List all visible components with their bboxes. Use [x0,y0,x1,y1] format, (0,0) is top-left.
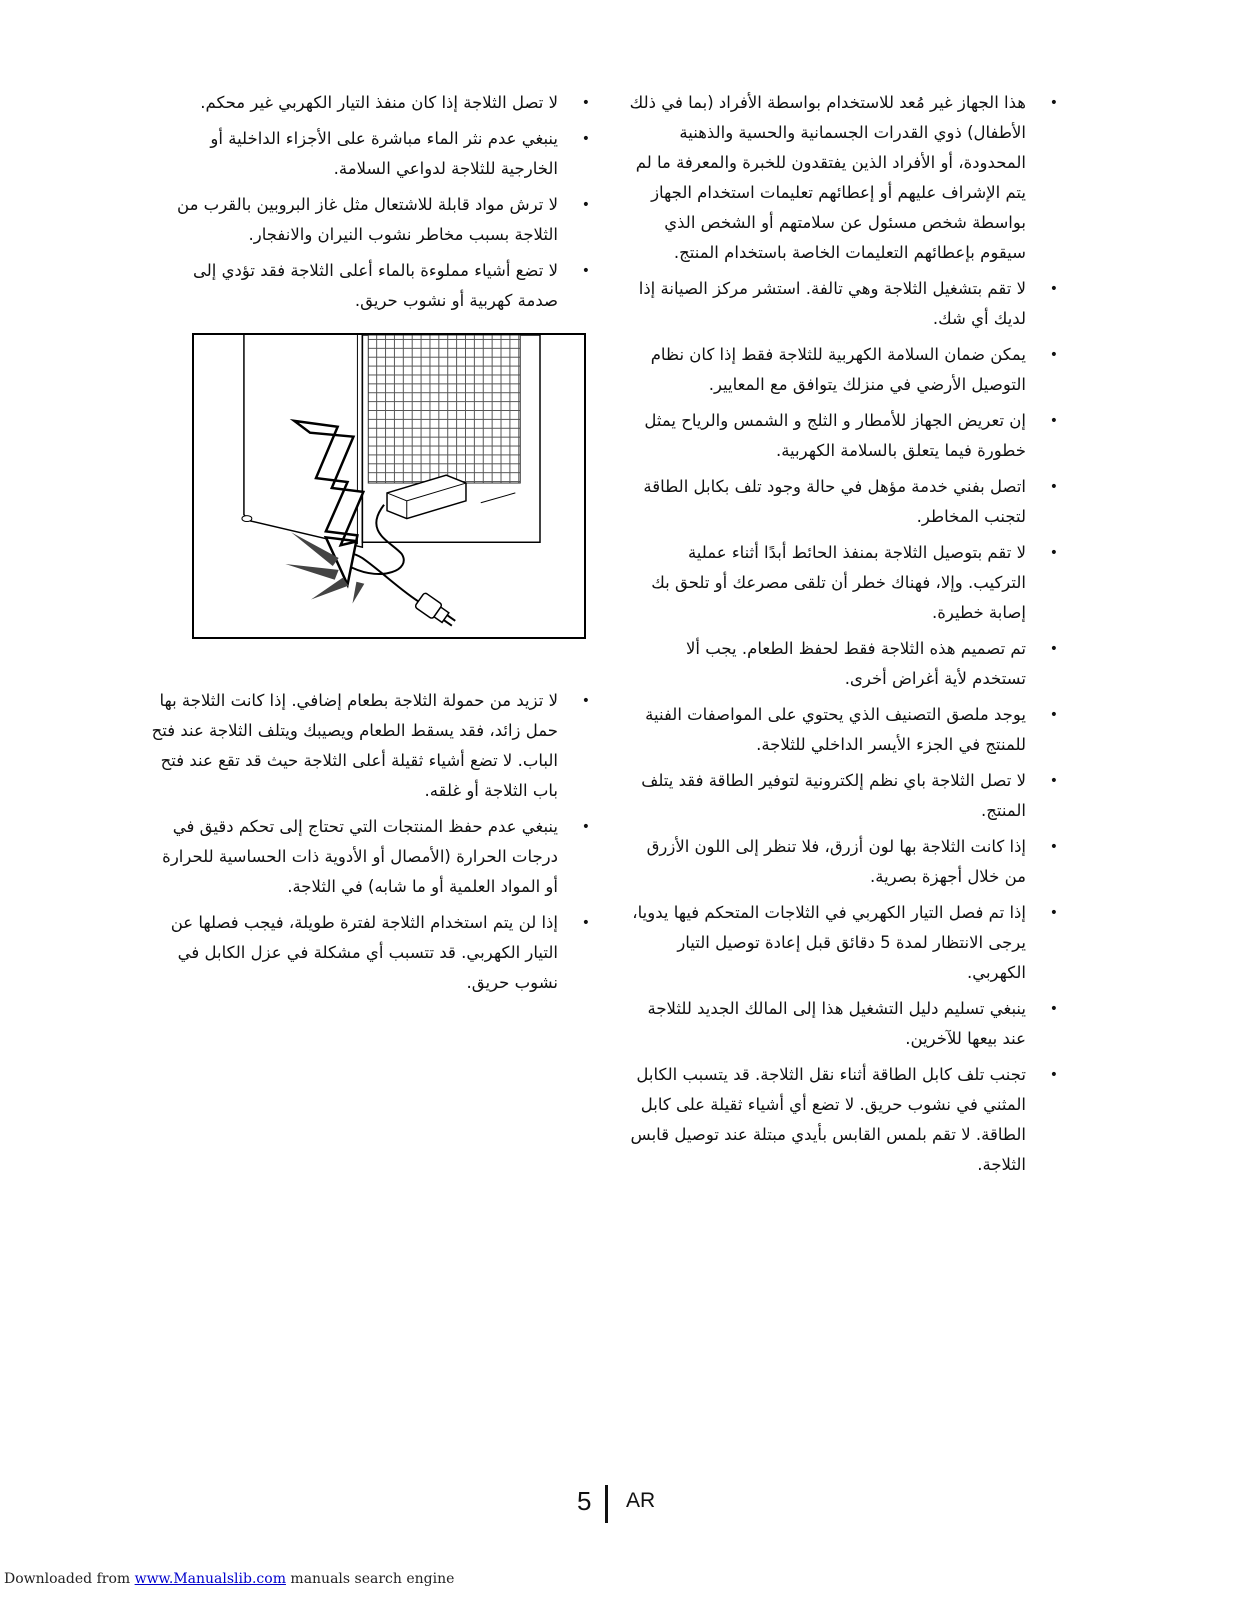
fridge-plug-warning-illustration [192,333,586,639]
list-item: • لا تضع أشياء مملوءة بالماء أعلى الثلاجة فقد تؤدي إلى صدمة كهربية أو نشوب حريق. [150,256,590,316]
safety-list-right [628,88,1058,1180]
left-column-top [150,88,590,322]
list-item: • إذا لن يتم استخدام الثلاجة لفترة طويلة، فيجب فصلها عن التيار الكهربي. قد تتسبب أي مشكلة في عزل الكابل في نشوب حريق. [150,908,590,998]
footer-divider [605,1485,608,1523]
list-item: • لا تقم بتشغيل الثلاجة وهي تالفة. استشر مركز الصيانة إذا لديك أي شك. [628,274,1058,334]
list-item: • يمكن ضمان السلامة الكهربية للثلاجة فقط إذا كان نظام التوصيل الأرضي في منزلك يتوافق مع المعايير. [628,340,1058,400]
left-column-bottom [150,686,590,1004]
list-item: • تجنب تلف كابل الطاقة أثناء نقل الثلاجة. قد يتسبب الكابل المثني في نشوب حريق. لا تضع أي أشياء ثقيلة على كابل الطاقة. لا تقم بلمس القابس بأيدي مبتلة عند توصيل قابس الثلاجة. [628,1060,1058,1180]
list-item: • ينبغي تسليم دليل التشغيل هذا إلى المالك الجديد للثلاجة عند بيعها للآخرين. [628,994,1058,1054]
list-item: • لا تصل الثلاجة إذا كان منفذ التيار الكهربي غير محكم. [150,88,590,118]
list-item: • هذا الجهاز غير مُعد للاستخدام بواسطة الأفراد (بما في ذلك الأطفال) ذوي القدرات الجسمانية والحسية والذهنية المحدودة، أو الأفراد الذين يفتقدون للخبرة والمعرفة ما لم يتم الإشراف عليهم أو إعطائهم تعليمات استخدام الجهاز بواسطة شخص مسئول عن سلامتهم أو الشخص الذي سيقوم بإعطائهم التعليمات الخاصة باستخدام المنتج. [628,88,1058,268]
list-item: • اتصل بفني خدمة مؤهل في حالة وجود تلف بكابل الطاقة لتجنب المخاطر. [628,472,1058,532]
list-item: • إن تعريض الجهاز للأمطار و الثلج و الشمس والرياح يمثل خطورة فيما يتعلق بالسلامة الكهربية. [628,406,1058,466]
safety-list-left-bottom [150,686,590,998]
manualslib-link[interactable]: www.Manualslib.com [134,1571,286,1587]
list-item: • لا تقم بتوصيل الثلاجة بمنفذ الحائط أبدًا أثناء عملية التركيب. وإلا، فهناك خطر أن تلقى مصرعك أو تلحق بك إصابة خطيرة. [628,538,1058,628]
list-item: • ينبغي عدم حفظ المنتجات التي تحتاج إلى تحكم دقيق في درجات الحرارة (الأمصال أو الأدوية ذات الحساسية للحرارة أو المواد العلمية أو ما شابه) في الثلاجة. [150,812,590,902]
list-item: • ينبغي عدم نثر الماء مباشرة على الأجزاء الداخلية أو الخارجية للثلاجة لدواعي السلامة. [150,124,590,184]
list-item: • إذا كانت الثلاجة بها لون أزرق، فلا تنظر إلى اللون الأزرق من خلال أجهزة بصرية. [628,832,1058,892]
download-notice [4,1571,454,1587]
download-prefix: Downloaded from [4,1571,135,1587]
list-item: • تم تصميم هذه الثلاجة فقط لحفظ الطعام. يجب ألا تستخدم لأية أغراض أخرى. [628,634,1058,694]
download-suffix: manuals search engine [285,1571,455,1587]
list-item: • لا تصل الثلاجة باي نظم إلكترونية لتوفير الطاقة فقد يتلف المنتج. [628,766,1058,826]
list-item: • لا ترش مواد قابلة للاشتعال مثل غاز البروبين بالقرب من الثلاجة بسبب مخاطر نشوب النيران والانفجار. [150,190,590,250]
language-code: AR [626,1489,656,1512]
list-item: • إذا تم فصل التيار الكهربي في الثلاجات المتحكم فيها يدويا، يرجى الانتظار لمدة 5 دقائق قبل إعادة توصيل التيار الكهربي. [628,898,1058,988]
safety-list-left-top [150,88,590,316]
page-number: 5 [577,1486,592,1516]
list-item: • لا تزيد من حمولة الثلاجة بطعام إضافي. إذا كانت الثلاجة بها حمل زائد، فقد يسقط الطعام ويصيبك ويتلف الثلاجة عند فتح الباب. لا تضع أشياء ثقيلة أعلى الثلاجة حيث قد تقع عند فتح باب الثلاجة أو غلقه. [150,686,590,806]
right-column [628,88,1058,1186]
list-item: • يوجد ملصق التصنيف الذي يحتوي على المواصفات الفنية للمنتج في الجزء الأيسر الداخلي للثلاجة. [628,700,1058,760]
